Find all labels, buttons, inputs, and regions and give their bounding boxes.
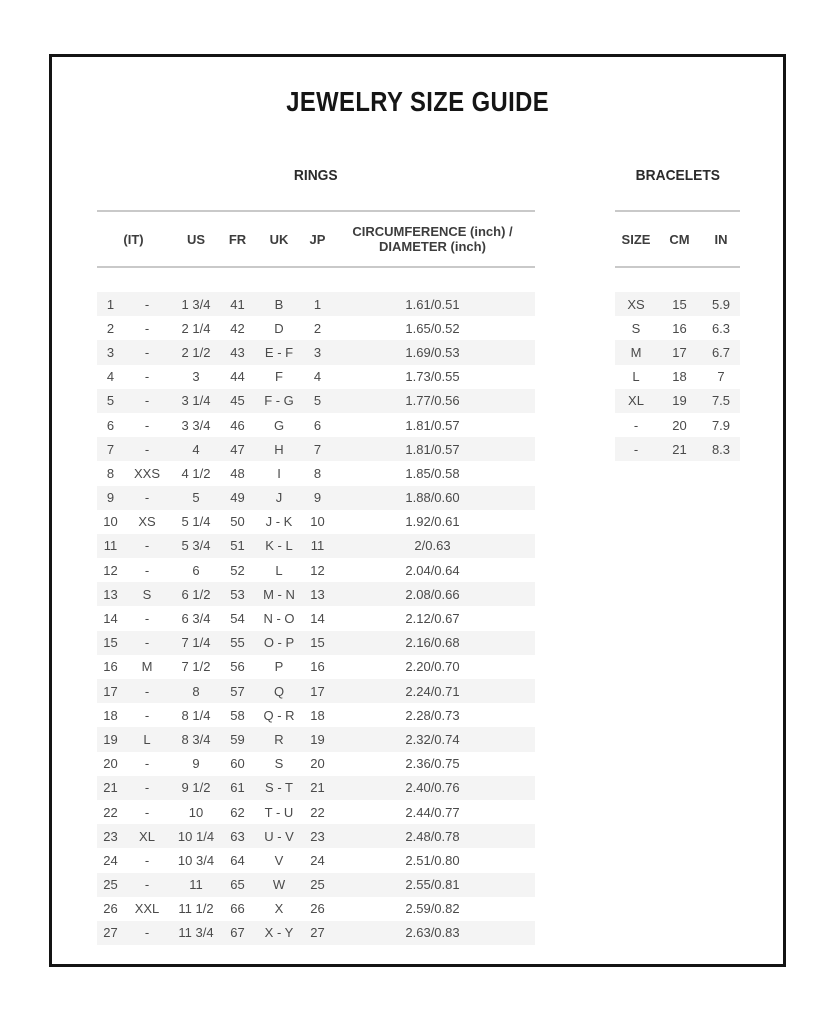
table-row <box>97 824 535 848</box>
table-cell: W <box>272 877 286 893</box>
table-cell: 12 <box>103 562 118 578</box>
rings-section-title-text: RINGS <box>294 167 338 184</box>
table-cell: 1.85/0.58 <box>405 465 460 481</box>
table-cell: 53 <box>230 586 245 602</box>
table-cell: 61 <box>230 780 245 796</box>
table-cell: 51 <box>230 538 245 554</box>
table-cell: 2 <box>313 320 322 336</box>
table-cell: 19 <box>672 393 687 409</box>
table-row <box>97 389 535 413</box>
table-cell: 18 <box>672 369 687 385</box>
table-cell: 20 <box>103 756 118 772</box>
bracelets-section-title <box>615 167 740 184</box>
table-cell: 1.77/0.56 <box>405 393 460 409</box>
table-row <box>97 897 535 921</box>
table-cell: 2.44/0.77 <box>405 804 460 820</box>
table-row <box>97 655 535 679</box>
table-cell: 1.88/0.60 <box>405 490 460 506</box>
table-cell: 1 <box>313 296 322 312</box>
table-cell: 4 <box>192 441 200 457</box>
table-cell: 22 <box>310 804 325 820</box>
table-cell: 25 <box>310 877 325 893</box>
table-cell: 65 <box>230 877 245 893</box>
table-row <box>615 365 740 389</box>
table-cell: 2 1/4 <box>181 320 211 336</box>
table-cell: 4 <box>106 369 115 385</box>
table-cell: 6 3/4 <box>181 611 211 627</box>
table-cell: - <box>144 562 150 578</box>
table-cell: XL <box>628 393 644 409</box>
table-cell: - <box>144 393 150 409</box>
table-cell: 8.3 <box>711 441 731 457</box>
table-cell: 2.40/0.76 <box>405 780 460 796</box>
table-cell: 6.7 <box>711 344 731 360</box>
table-cell: 5 <box>106 393 115 409</box>
table-cell: XS <box>627 296 645 312</box>
table-cell: 10 1/4 <box>177 828 215 844</box>
table-cell: - <box>144 490 150 506</box>
table-cell: 1.65/0.52 <box>405 320 460 336</box>
table-cell: S - T <box>265 780 293 796</box>
table-cell: 45 <box>230 393 245 409</box>
table-cell: X - Y <box>264 925 294 941</box>
table-cell: 11 1/2 <box>178 901 214 917</box>
table-cell: M - N <box>263 586 295 602</box>
table-cell: 2.63/0.83 <box>405 925 460 941</box>
table-cell: L <box>632 369 640 385</box>
table-cell: 8 <box>192 683 200 699</box>
table-row <box>97 582 535 606</box>
table-cell: 2.59/0.82 <box>405 901 460 917</box>
table-cell: - <box>144 441 150 457</box>
table-cell: 63 <box>230 828 245 844</box>
table-cell: P <box>274 659 284 675</box>
table-row <box>97 800 535 824</box>
bracelets-col-cm: CM <box>669 231 690 247</box>
table-cell: 11 <box>310 538 325 554</box>
table-cell: 21 <box>103 780 118 796</box>
table-cell: 2.55/0.81 <box>405 877 460 893</box>
table-cell: 58 <box>230 707 245 723</box>
table-cell: 5 1/4 <box>181 514 211 530</box>
table-cell: 41 <box>230 296 245 312</box>
table-cell: - <box>144 852 150 868</box>
table-cell: 20 <box>672 417 687 433</box>
table-cell: 8 1/4 <box>181 707 211 723</box>
table-cell: 9 <box>313 490 322 506</box>
table-row <box>615 292 740 316</box>
table-cell: 19 <box>103 731 118 747</box>
table-row <box>615 413 740 437</box>
table-cell: - <box>144 877 150 893</box>
table-cell: O - P <box>263 635 295 651</box>
table-cell: 6 <box>106 417 115 433</box>
table-cell: H <box>274 441 284 457</box>
table-cell: 1.61/0.51 <box>405 296 460 312</box>
table-cell: XXS <box>133 465 160 481</box>
rings-col-circumference-line2: DIAMETER (inch) <box>379 239 486 254</box>
bracelets-col-size: SIZE <box>621 231 651 247</box>
table-cell: 60 <box>230 756 245 772</box>
table-cell: 64 <box>230 852 245 868</box>
table-cell: 15 <box>310 635 325 651</box>
table-cell: 24 <box>103 852 118 868</box>
table-cell: 66 <box>230 901 245 917</box>
bracelets-table-header <box>615 210 740 268</box>
table-cell: 21 <box>672 441 687 457</box>
page-title <box>50 82 785 119</box>
table-cell: 5 <box>313 393 322 409</box>
table-row <box>97 752 535 776</box>
table-cell: 7.9 <box>711 417 731 433</box>
table-row <box>97 340 535 364</box>
table-cell: 48 <box>230 465 245 481</box>
table-row <box>97 365 535 389</box>
table-cell: 11 <box>189 877 203 893</box>
table-cell: 52 <box>230 562 245 578</box>
table-row <box>97 534 535 558</box>
table-cell: 17 <box>672 344 687 360</box>
table-cell: - <box>144 369 150 385</box>
table-cell: 59 <box>230 731 245 747</box>
table-cell: L <box>275 562 283 578</box>
table-cell: - <box>144 780 150 796</box>
table-row <box>615 340 740 364</box>
table-cell: 2.20/0.70 <box>405 659 460 675</box>
table-cell: T - U <box>264 804 294 820</box>
table-row <box>97 776 535 800</box>
table-cell: 8 <box>106 465 115 481</box>
rings-col-uk: UK <box>269 231 289 247</box>
table-row <box>97 510 535 534</box>
table-cell: 7 <box>717 369 725 385</box>
table-cell: - <box>144 707 150 723</box>
table-cell: 3 1/4 <box>181 393 211 409</box>
table-cell: - <box>144 538 150 554</box>
table-cell: 24 <box>310 852 325 868</box>
table-cell: 1.73/0.55 <box>405 369 460 385</box>
table-cell: 6 <box>192 562 200 578</box>
table-cell: J <box>275 490 283 506</box>
table-cell: 18 <box>103 707 118 723</box>
table-cell: K - L <box>265 538 293 554</box>
table-cell: 20 <box>310 756 325 772</box>
table-row <box>97 558 535 582</box>
table-cell: V <box>274 852 284 868</box>
table-cell: 11 3/4 <box>178 925 214 941</box>
table-cell: 2.04/0.64 <box>405 562 460 578</box>
table-cell: - <box>144 611 150 627</box>
rings-col-us: US <box>186 231 206 247</box>
table-cell: 7 1/2 <box>181 659 211 675</box>
table-cell: 10 3/4 <box>177 852 215 868</box>
rings-table-body <box>97 292 535 945</box>
table-cell: 1 <box>106 296 115 312</box>
bracelets-col-in: IN <box>714 231 728 247</box>
table-cell: 1.81/0.57 <box>405 441 460 457</box>
table-cell: - <box>633 441 639 457</box>
table-cell: 2.12/0.67 <box>405 611 460 627</box>
table-row <box>97 848 535 872</box>
table-cell: 2.24/0.71 <box>405 683 460 699</box>
table-cell: 10 <box>188 804 204 820</box>
rings-section-title <box>97 167 535 184</box>
table-cell: 49 <box>230 490 245 506</box>
table-cell: Q - R <box>263 707 295 723</box>
table-cell: D <box>274 320 284 336</box>
table-cell: 16 <box>103 659 118 675</box>
table-cell: 26 <box>103 901 118 917</box>
table-row <box>97 703 535 727</box>
rings-col-it: (IT) <box>123 231 144 247</box>
rings-col-fr: FR <box>228 231 247 247</box>
table-cell: S <box>274 756 284 772</box>
table-cell: 23 <box>310 828 325 844</box>
table-cell: E - F <box>264 344 294 360</box>
table-cell: 17 <box>310 683 325 699</box>
table-cell: 5 <box>192 490 200 506</box>
table-row <box>97 292 535 316</box>
table-cell: 2.08/0.66 <box>405 586 460 602</box>
table-cell: 7 <box>106 441 115 457</box>
table-row <box>97 679 535 703</box>
table-row <box>615 316 740 340</box>
table-cell: 2/0.63 <box>414 538 451 554</box>
table-cell: XL <box>139 828 155 844</box>
table-cell: L <box>143 731 151 747</box>
table-cell: I <box>277 465 281 481</box>
table-cell: - <box>144 296 150 312</box>
table-cell: 26 <box>310 901 325 917</box>
rings-col-jp: JP <box>309 231 326 247</box>
table-cell: 6 <box>313 417 322 433</box>
table-cell: 3 3/4 <box>181 417 211 433</box>
table-cell: 8 <box>313 465 322 481</box>
table-cell: 57 <box>230 683 245 699</box>
table-cell: - <box>144 756 150 772</box>
table-cell: 43 <box>230 344 245 360</box>
table-cell: 1.69/0.53 <box>405 344 460 360</box>
table-cell: 1.81/0.57 <box>405 417 460 433</box>
rings-table-header <box>97 210 535 268</box>
table-cell: 15 <box>103 635 118 651</box>
table-cell: F - G <box>264 393 294 409</box>
table-cell: 2.36/0.75 <box>405 756 460 772</box>
table-cell: 5 3/4 <box>181 538 211 554</box>
table-cell: 10 <box>310 514 325 530</box>
table-row <box>97 413 535 437</box>
table-cell: 9 <box>192 756 200 772</box>
table-cell: 4 <box>313 369 322 385</box>
table-cell: 67 <box>230 925 245 941</box>
table-cell: 2 <box>106 320 115 336</box>
table-cell: 25 <box>103 877 118 893</box>
table-cell: 2 1/2 <box>181 344 211 360</box>
table-cell: 9 <box>106 490 115 506</box>
table-row <box>97 606 535 630</box>
table-cell: 2.51/0.80 <box>405 852 460 868</box>
table-cell: - <box>144 683 150 699</box>
table-cell: - <box>633 417 639 433</box>
table-cell: 6.3 <box>711 320 731 336</box>
table-cell: 15 <box>672 296 687 312</box>
table-cell: 3 <box>192 369 200 385</box>
table-cell: 2.16/0.68 <box>405 635 460 651</box>
table-cell: - <box>144 344 150 360</box>
bracelets-section-title-text: BRACELETS <box>635 167 720 184</box>
table-cell: G <box>273 417 285 433</box>
table-cell: 46 <box>230 417 245 433</box>
rings-col-circumference <box>330 224 535 254</box>
table-cell: - <box>144 417 150 433</box>
table-cell: 23 <box>103 828 118 844</box>
table-cell: 13 <box>103 586 118 602</box>
table-cell: 42 <box>230 320 245 336</box>
table-cell: 44 <box>230 369 245 385</box>
table-cell: 47 <box>230 441 245 457</box>
table-row <box>97 437 535 461</box>
table-row <box>615 389 740 413</box>
table-row <box>97 461 535 485</box>
table-cell: N - O <box>263 611 295 627</box>
table-cell: 14 <box>310 611 325 627</box>
table-cell: - <box>144 804 150 820</box>
table-cell: M <box>630 344 642 360</box>
table-cell: U - V <box>264 828 294 844</box>
table-row <box>97 921 535 945</box>
table-cell: 13 <box>310 586 325 602</box>
table-cell: 56 <box>230 659 245 675</box>
table-cell: XS <box>138 514 156 530</box>
table-cell: - <box>144 925 150 941</box>
table-cell: F <box>275 369 283 385</box>
table-cell: 8 3/4 <box>181 731 211 747</box>
table-cell: X <box>274 901 284 917</box>
table-cell: B <box>274 296 284 312</box>
table-cell: 3 <box>106 344 115 360</box>
table-cell: 54 <box>230 611 245 627</box>
table-cell: 14 <box>103 611 118 627</box>
table-cell: R <box>274 731 284 747</box>
table-cell: - <box>144 320 150 336</box>
table-cell: 7 1/4 <box>181 635 211 651</box>
table-cell: 3 <box>313 344 322 360</box>
table-cell: 55 <box>230 635 245 651</box>
table-cell: 2.48/0.78 <box>405 828 460 844</box>
page-title-text: JEWELRY SIZE GUIDE <box>286 86 549 117</box>
table-cell: 27 <box>310 925 325 941</box>
table-cell: Q <box>273 683 285 699</box>
table-cell: 4 1/2 <box>181 465 211 481</box>
table-cell: 1.92/0.61 <box>405 514 460 530</box>
table-row <box>97 316 535 340</box>
table-cell: 22 <box>103 804 118 820</box>
table-row <box>615 437 740 461</box>
table-cell: 21 <box>310 780 325 796</box>
bracelets-table-body <box>615 292 740 461</box>
table-cell: 12 <box>310 562 325 578</box>
table-cell: J - K <box>265 514 293 530</box>
table-cell: 16 <box>310 659 325 675</box>
table-cell: S <box>631 320 641 336</box>
table-cell: 19 <box>310 731 325 747</box>
table-cell: M <box>141 659 153 675</box>
table-cell: 2.28/0.73 <box>405 707 460 723</box>
table-row <box>97 486 535 510</box>
table-cell: 27 <box>103 925 118 941</box>
table-cell: XXL <box>134 901 160 917</box>
table-row <box>97 873 535 897</box>
table-cell: 1 3/4 <box>181 296 211 312</box>
table-row <box>97 727 535 751</box>
table-cell: 7.5 <box>711 393 731 409</box>
table-cell: 18 <box>310 707 325 723</box>
table-row <box>97 631 535 655</box>
table-cell: 10 <box>103 514 118 530</box>
table-cell: 50 <box>230 514 245 530</box>
table-cell: S <box>142 586 152 602</box>
table-cell: 62 <box>230 804 245 820</box>
table-cell: 7 <box>313 441 322 457</box>
table-cell: 16 <box>672 320 687 336</box>
table-cell: 11 <box>103 538 118 554</box>
table-cell: 17 <box>103 683 118 699</box>
table-cell: 5.9 <box>711 296 731 312</box>
table-cell: 6 1/2 <box>181 586 211 602</box>
table-cell: 2.32/0.74 <box>405 731 460 747</box>
rings-col-circumference-line1: CIRCUMFERENCE (inch) / <box>352 224 513 239</box>
table-cell: 9 1/2 <box>181 780 211 796</box>
table-cell: - <box>144 635 150 651</box>
